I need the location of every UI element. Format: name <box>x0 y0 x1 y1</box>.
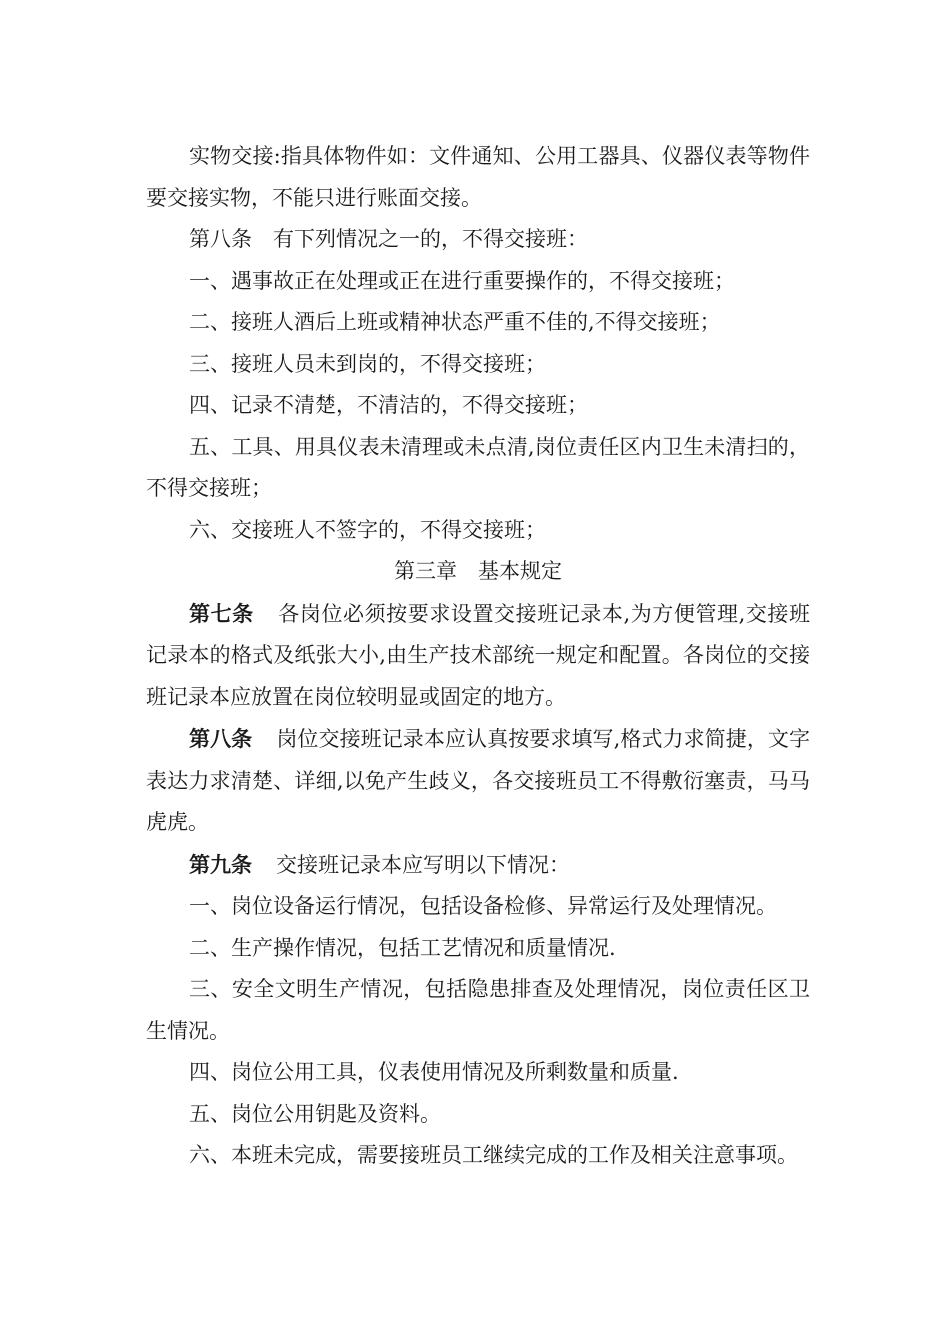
paragraph-18 <box>146 1135 810 1177</box>
article-7 <box>146 593 810 719</box>
paragraph-text: 二、接班人酒后上班或精神状态严重不佳的,不得交接班； <box>189 310 721 334</box>
article-9 <box>146 844 810 887</box>
paragraph-text: 实物交接:指具体物件如：文件通知、公用工器具、仪器仪表等物件要交接实物，不能只进行账面交接。 <box>146 144 810 210</box>
paragraph-6 <box>146 385 810 427</box>
paragraph-4 <box>146 302 810 344</box>
paragraph-text: 第八条 有下列情况之一的，不得交接班： <box>189 227 588 251</box>
paragraph-5 <box>146 344 810 386</box>
paragraph-1 <box>146 136 810 219</box>
article-label: 第七条 <box>189 600 254 626</box>
paragraph-16 <box>146 1052 810 1094</box>
article-label: 第八条 <box>189 726 253 751</box>
article-label: 第九条 <box>189 851 252 877</box>
paragraph-text: 一、遇事故正在处理或正在进行重要操作的，不得交接班； <box>189 268 735 293</box>
chapter-heading <box>146 551 810 593</box>
paragraph-7 <box>146 427 810 510</box>
paragraph-text: 五、岗位公用钥匙及资料。 <box>189 1101 441 1126</box>
article-text: 交接班记录本应写明以下情况： <box>276 852 570 877</box>
paragraph-text: 三、安全文明生产情况，包括隐患排查及处理情况，岗位责任区卫生情况。 <box>146 977 810 1043</box>
chapter-heading-text: 第三章 基本规定 <box>394 559 562 583</box>
article-8 <box>146 718 810 844</box>
document-page <box>146 136 810 1177</box>
paragraph-text: 五、工具、用具仪表未清理或未点清,岗位责任区内卫生未清扫的，不得交接班； <box>146 434 810 500</box>
paragraph-text: 六、交接班人不签字的，不得交接班； <box>189 517 546 542</box>
paragraph-text: 一、岗位设备运行情况，包括设备检修、异常运行及处理情况。 <box>189 894 777 918</box>
paragraph-8 <box>146 510 810 552</box>
paragraph-2 <box>146 219 810 261</box>
paragraph-15 <box>146 969 810 1052</box>
paragraph-text: 六、本班未完成，需要接班员工继续完成的工作及相关注意事项。 <box>189 1143 798 1167</box>
paragraph-text: 二、生产操作情况，包括工艺情况和质量情况. <box>189 935 616 960</box>
article-text: 各岗位必须按要求设置交接班记录本,为方便管理,交接班记录本的格式及纸张大小,由生产技术部统一规定和配置。各岗位的交接班记录本应放置在岗位较明显或固定的地方。 <box>146 601 811 709</box>
paragraph-13 <box>146 886 810 928</box>
paragraph-text: 三、接班人员未到岗的，不得交接班； <box>189 351 546 376</box>
paragraph-3 <box>146 261 810 303</box>
paragraph-text: 四、记录不清楚，不清洁的，不得交接班； <box>189 393 588 417</box>
paragraph-text: 四、岗位公用工具，仪表使用情况及所剩数量和质量. <box>189 1060 679 1084</box>
article-text: 岗位交接班记录本应认真按要求填写,格式力求简捷，文字表达力求清楚、详细,以免产生歧义，各交接班员工不得敷衍塞责，马马虎虎。 <box>146 727 810 834</box>
paragraph-14 <box>146 928 810 970</box>
paragraph-17 <box>146 1094 810 1136</box>
